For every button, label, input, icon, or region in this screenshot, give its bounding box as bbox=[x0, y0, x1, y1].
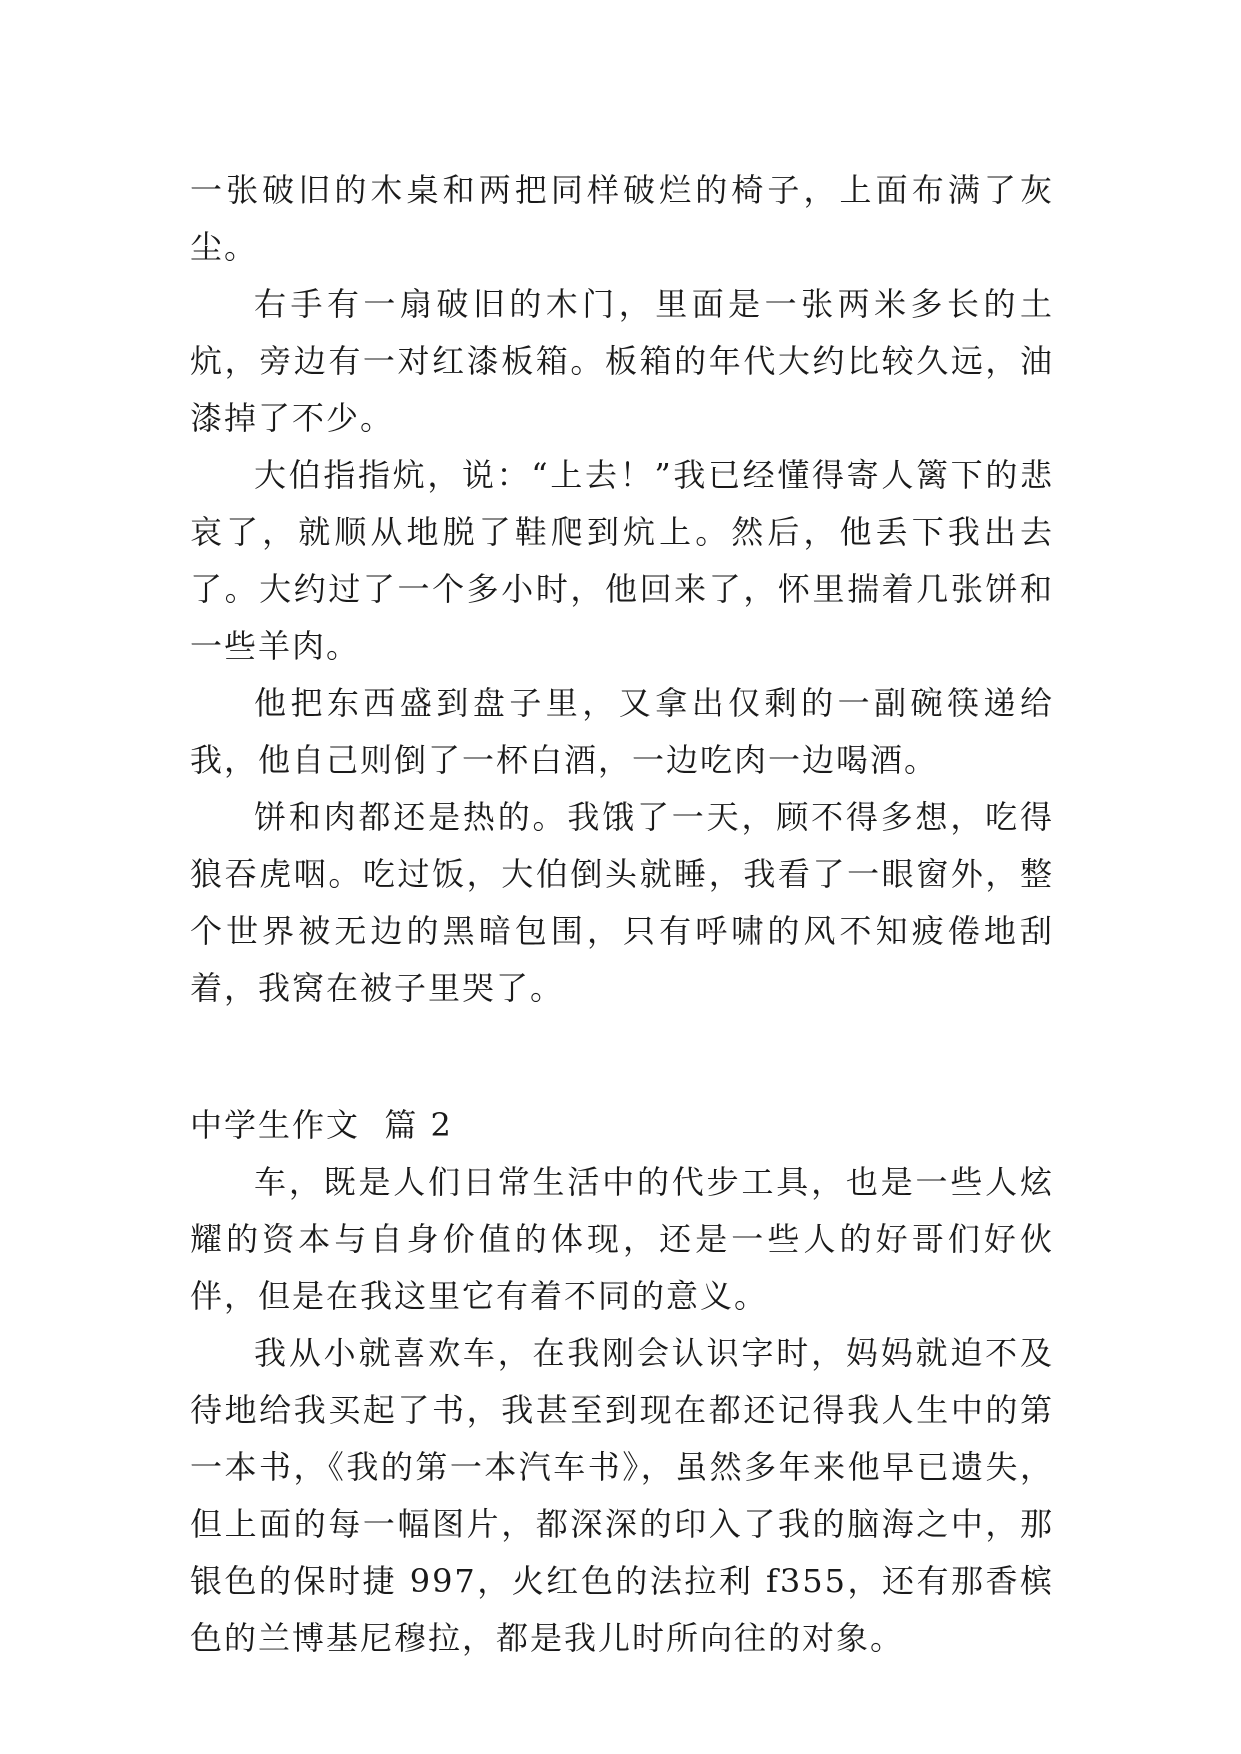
paragraph: 车，既是人们日常生活中的代步工具，也是一些人炫耀的资本与自身价值的体现，还是一些人的好哥们好伙伴，但是在我这里它有着不同的意义。 bbox=[190, 1163, 1054, 1315]
paragraph: 大伯指指炕，说：“上去！”我已经懂得寄人篱下的悲哀了，就顺从地脱了鞋爬到炕上。然后，他丢下我出去了。大约过了一个多小时，他回来了，怀里揣着几张饼和一些羊肉。 bbox=[190, 456, 1054, 665]
paragraph: 右手有一扇破旧的木门，里面是一张两米多长的土炕，旁边有一对红漆板箱。板箱的年代大约比较久远，油漆掉了不少。 bbox=[190, 285, 1054, 437]
paragraph: 我从小就喜欢车，在我刚会认识字时，妈妈就迫不及待地给我买起了书，我甚至到现在都还记得我人生中的第一本书，《我的第一本汽车书》，虽然多年来他早已遗失，但上面的每一幅图片，都深深的印入了我的脑海之中，那银色的保时捷 997，火红色的法拉利 f355，还有那香槟色的兰博基尼穆拉，都是我儿时所向往的对象。 bbox=[190, 1334, 1054, 1657]
document-body bbox=[190, 162, 1054, 1667]
paragraph-continued: 一张破旧的木桌和两把同样破烂的椅子，上面布满了灰尘。 bbox=[190, 171, 1054, 266]
section-heading: 中学生作文 篇 2 bbox=[190, 1106, 453, 1144]
paragraph: 他把东西盛到盘子里，又拿出仅剩的一副碗筷递给我，他自己则倒了一杯白酒，一边吃肉一边喝酒。 bbox=[190, 684, 1054, 779]
paragraph: 饼和肉都还是热的。我饿了一天，顾不得多想，吃得狼吞虎咽。吃过饭，大伯倒头就睡，我看了一眼窗外，整个世界被无边的黑暗包围，只有呼啸的风不知疲倦地刮着，我窝在被子里哭了。 bbox=[190, 798, 1054, 1007]
